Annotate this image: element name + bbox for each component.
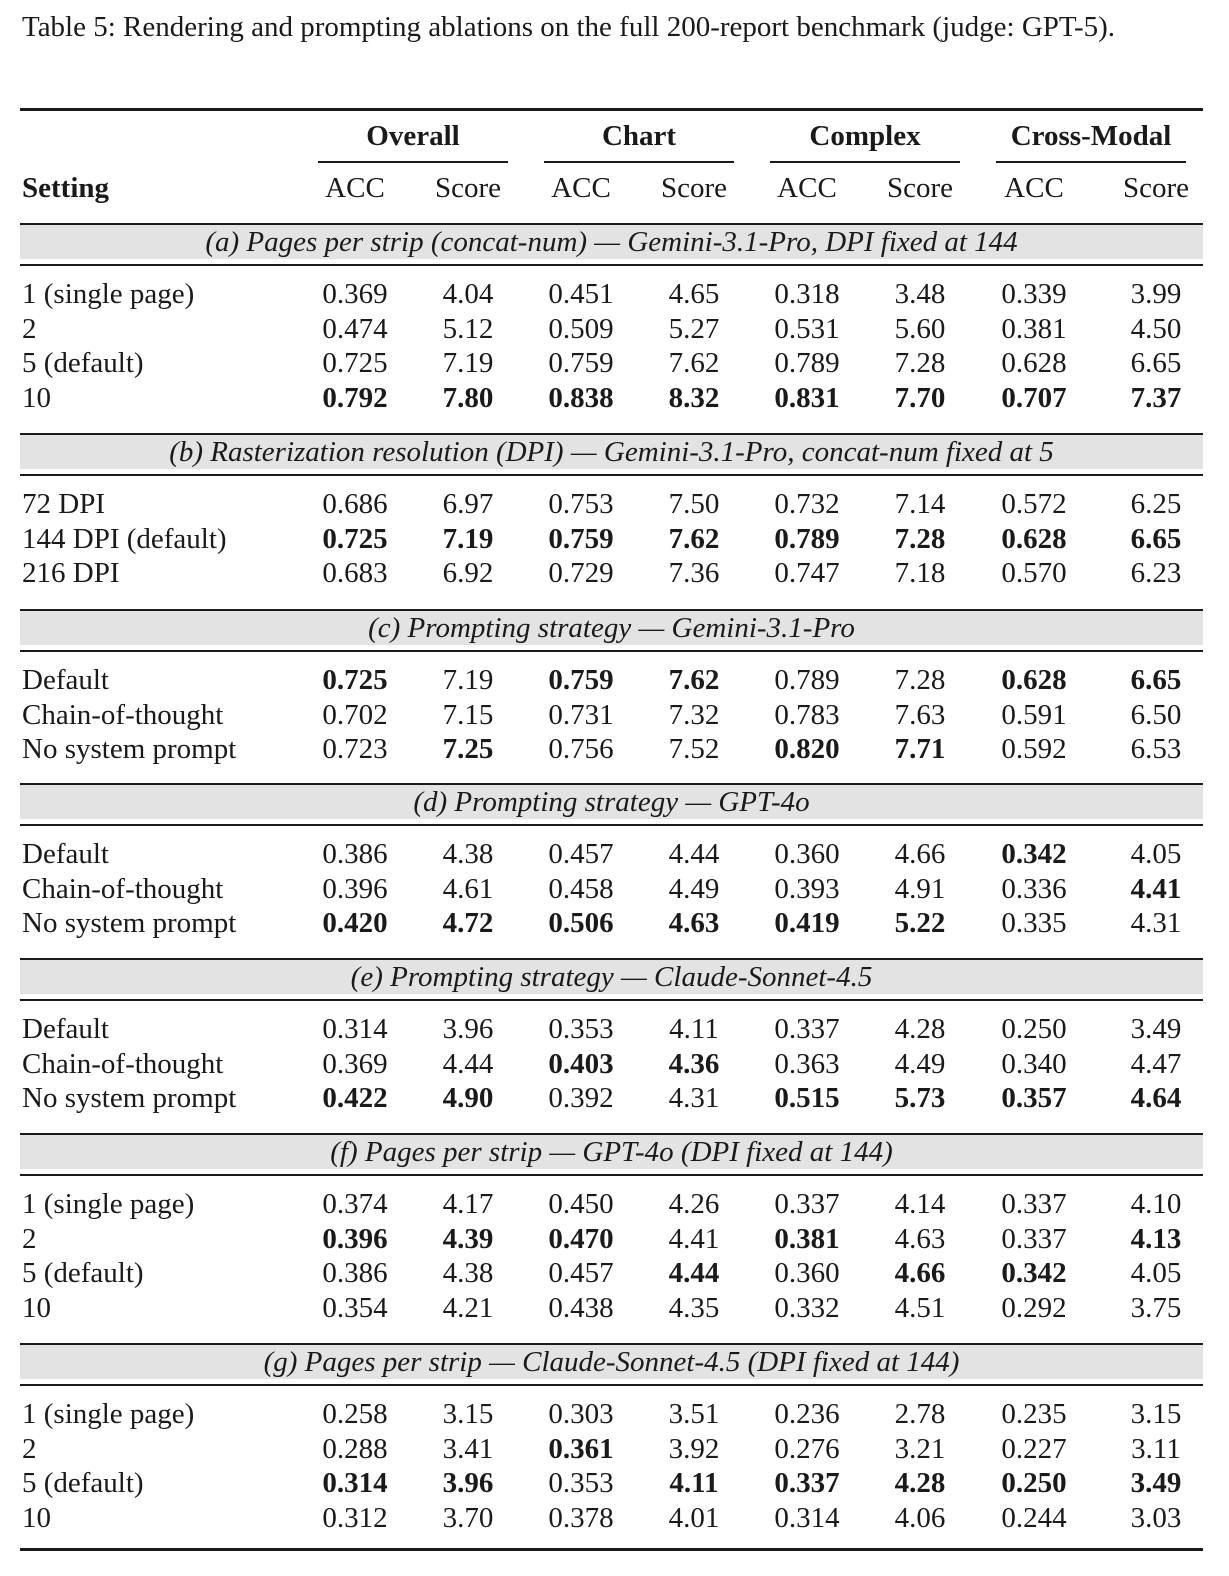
table-cell: 0.592: [1001, 733, 1067, 766]
table-cell: 0.457: [548, 838, 614, 870]
subheader-score: Score: [434, 172, 502, 204]
section-title: (d) Prompting strategy — GPT-4o: [20, 785, 1203, 819]
table-cell: 0.314: [774, 1502, 840, 1535]
table-cell: 7.70: [894, 382, 946, 415]
table-cell: 4.01: [668, 1502, 720, 1535]
table-cell: 0.628: [1001, 347, 1067, 380]
row-setting: Default: [22, 1013, 109, 1045]
table-cell: 4.36: [668, 1047, 720, 1080]
table-cell: 3.99: [1130, 278, 1182, 310]
table-cell: 7.63: [894, 698, 946, 731]
table-cell: 4.26: [668, 1188, 720, 1220]
row-setting: Chain-of-thought: [22, 1047, 224, 1080]
table-cell: 6.53: [1130, 733, 1182, 766]
table-caption: Table 5: Rendering and prompting ablations on the full 200-report benchmark (judge: GPT-5).: [22, 11, 1116, 43]
table-cell: 2.78: [894, 1398, 946, 1430]
table-cell: 0.369: [322, 1047, 388, 1080]
section-rule: [20, 474, 1203, 476]
table-cell: 4.64: [1130, 1082, 1182, 1115]
table-cell: 4.28: [894, 1467, 946, 1500]
table-cell: 7.62: [668, 347, 720, 380]
section-rule: [20, 999, 1203, 1001]
row-setting: No system prompt: [22, 907, 237, 940]
row-setting: 10: [22, 382, 51, 415]
table-cell: 4.61: [442, 872, 494, 905]
table-cell: 0.792: [322, 382, 388, 415]
table-cell: 0.357: [1001, 1082, 1067, 1115]
table-cell: 0.570: [1001, 557, 1067, 590]
table-cell: 5.27: [668, 312, 720, 345]
table-cell: 0.591: [1001, 698, 1067, 731]
table-cell: 4.11: [669, 1467, 719, 1500]
table-cell: 0.353: [548, 1467, 614, 1500]
table-row: [0, 1291, 1229, 1326]
table-cell: 6.23: [1130, 557, 1182, 590]
table-cell: 0.361: [548, 1432, 614, 1465]
table-cell: 0.509: [548, 312, 614, 345]
section-title: (f) Pages per strip — GPT-4o (DPI fixed at 144): [20, 1135, 1203, 1169]
table-row: [0, 698, 1229, 733]
table-cell: 5.12: [442, 312, 494, 345]
table-cell: 7.18: [894, 557, 946, 590]
table-cell: 0.354: [322, 1292, 388, 1325]
table-cell: 0.337: [774, 1467, 840, 1500]
table-cell: 0.759: [548, 664, 614, 696]
table-cell: 0.731: [548, 698, 614, 731]
table-cell: 0.747: [774, 557, 840, 590]
table-cell: 0.450: [548, 1188, 614, 1220]
table-cell: 0.729: [548, 557, 614, 590]
table-cell: 4.41: [668, 1222, 720, 1255]
table-cell: 0.386: [322, 838, 388, 870]
section-title: (c) Prompting strategy — Gemini-3.1-Pro: [20, 611, 1203, 645]
table-cell: 4.21: [442, 1292, 494, 1325]
table-cell: 0.363: [774, 1047, 840, 1080]
table-cell: 5.22: [894, 907, 946, 940]
table-row: [0, 1047, 1229, 1082]
row-setting: 10: [22, 1292, 51, 1325]
table-cell: 0.420: [322, 907, 388, 940]
table-cell: 0.403: [548, 1047, 614, 1080]
table-cell: 0.725: [322, 664, 388, 696]
table-cell: 0.628: [1001, 664, 1067, 696]
table-cell: 4.04: [442, 278, 494, 310]
table-cell: 7.15: [442, 698, 494, 731]
row-setting: 5 (default): [22, 1467, 144, 1500]
table-cell: 0.288: [322, 1432, 388, 1465]
table-cell: 3.96: [442, 1013, 494, 1045]
table-cell: 0.702: [322, 698, 388, 731]
row-setting: No system prompt: [22, 733, 237, 766]
table-cell: 0.628: [1001, 522, 1067, 555]
row-setting: 216 DPI: [22, 557, 120, 590]
table-cell: 0.458: [548, 872, 614, 905]
section-title: (a) Pages per strip (concat-num) — Gemini-3.1-Pro, DPI fixed at 144: [20, 225, 1203, 259]
section-rule: [20, 824, 1203, 826]
table-row: [0, 522, 1229, 557]
table-cell: 7.28: [894, 347, 946, 380]
table-cell: 0.336: [1001, 872, 1067, 905]
table-cell: 0.332: [774, 1292, 840, 1325]
table-cell: 4.14: [894, 1188, 946, 1220]
row-setting: 2: [22, 1222, 37, 1255]
row-setting: Default: [22, 664, 109, 696]
table-cell: 4.38: [442, 838, 494, 870]
section-rule: [20, 650, 1203, 652]
table-cell: 0.374: [322, 1188, 388, 1220]
table-cell: 3.96: [442, 1467, 494, 1500]
table-cell: 0.474: [322, 312, 388, 345]
table-cell: 3.15: [1130, 1398, 1182, 1430]
table-cell: 4.38: [442, 1257, 494, 1290]
row-setting: 2: [22, 312, 37, 345]
table-cell: 4.66: [894, 838, 946, 870]
table-cell: 0.725: [322, 347, 388, 380]
table-row: [0, 837, 1229, 872]
table-cell: 0.227: [1001, 1432, 1067, 1465]
table-row: [0, 277, 1229, 312]
table-cell: 0.318: [774, 278, 840, 310]
table-cell: 0.515: [774, 1082, 840, 1115]
table-cell: 0.759: [548, 522, 614, 555]
row-setting: 1 (single page): [22, 1398, 195, 1430]
table-cell: 0.396: [322, 872, 388, 905]
table-cell: 0.732: [774, 488, 840, 520]
row-setting: Default: [22, 838, 109, 870]
table-cell: 4.63: [894, 1222, 946, 1255]
table-cell: 0.235: [1001, 1398, 1067, 1430]
table-cell: 4.31: [1130, 907, 1182, 940]
group-rule-chart: [544, 161, 734, 163]
group-header-chart: Chart: [601, 120, 677, 152]
table-cell: 0.314: [322, 1013, 388, 1045]
table-cell: 6.65: [1130, 347, 1182, 380]
table-cell: 7.36: [668, 557, 720, 590]
table-cell: 0.396: [322, 1222, 388, 1255]
group-header-cross-modal: Cross-Modal: [1010, 120, 1172, 152]
table-row: [0, 1466, 1229, 1501]
table-cell: 3.15: [442, 1398, 494, 1430]
table-cell: 7.62: [668, 664, 720, 696]
setting-column-header: Setting: [22, 172, 109, 204]
table-row: [0, 1256, 1229, 1291]
table-row: [0, 1432, 1229, 1467]
table-cell: 3.51: [668, 1398, 720, 1430]
table-cell: 0.292: [1001, 1292, 1067, 1325]
row-setting: 5 (default): [22, 347, 144, 380]
table-row: [0, 1397, 1229, 1432]
row-setting: 1 (single page): [22, 278, 195, 310]
table-cell: 0.419: [774, 907, 840, 940]
row-setting: 2: [22, 1432, 37, 1465]
row-setting: 1 (single page): [22, 1188, 195, 1220]
table-cell: 4.49: [894, 1047, 946, 1080]
section-title: (b) Rasterization resolution (DPI) — Gemini-3.1-Pro, concat-num fixed at 5: [20, 435, 1203, 469]
row-setting: No system prompt: [22, 1082, 237, 1115]
table-cell: 0.369: [322, 278, 388, 310]
table-cell: 7.32: [668, 698, 720, 731]
table-cell: 8.32: [668, 382, 720, 415]
table-cell: 5.60: [894, 312, 946, 345]
section-rule: [20, 1384, 1203, 1386]
table-row: [0, 663, 1229, 698]
table-cell: 4.66: [894, 1257, 946, 1290]
table-cell: 0.337: [774, 1013, 840, 1045]
table-row: [0, 906, 1229, 941]
top-rule: [20, 108, 1203, 111]
table-cell: 4.65: [668, 278, 720, 310]
section-rule: [20, 264, 1203, 266]
table-cell: 0.236: [774, 1398, 840, 1430]
row-setting: 144 DPI (default): [22, 522, 227, 555]
table-cell: 0.360: [774, 838, 840, 870]
subheader-score: Score: [1122, 172, 1190, 204]
table-cell: 0.258: [322, 1398, 388, 1430]
table-cell: 0.838: [548, 382, 614, 415]
table-cell: 7.14: [894, 488, 946, 520]
table-cell: 0.342: [1001, 1257, 1067, 1290]
section-title: (e) Prompting strategy — Claude-Sonnet-4.5: [20, 960, 1203, 994]
subheader-acc: ACC: [551, 172, 611, 204]
table-cell: 0.378: [548, 1502, 614, 1535]
table-cell: 0.381: [774, 1222, 840, 1255]
table-cell: 0.340: [1001, 1047, 1067, 1080]
table-row: [0, 1012, 1229, 1047]
table-cell: 3.92: [668, 1432, 720, 1465]
table-cell: 0.244: [1001, 1502, 1067, 1535]
table-cell: 0.789: [774, 664, 840, 696]
table-cell: 0.783: [774, 698, 840, 731]
table-cell: 3.21: [894, 1432, 946, 1465]
row-setting: Chain-of-thought: [22, 698, 224, 731]
row-setting: 5 (default): [22, 1257, 144, 1290]
table-cell: 3.48: [894, 278, 946, 310]
table-cell: 4.31: [668, 1082, 720, 1115]
table-cell: 0.683: [322, 557, 388, 590]
table-cell: 4.05: [1130, 1257, 1182, 1290]
group-rule-cross-modal: [996, 161, 1186, 163]
table-cell: 0.422: [322, 1082, 388, 1115]
table-cell: 0.572: [1001, 488, 1067, 520]
table-cell: 0.276: [774, 1432, 840, 1465]
table-row: [0, 381, 1229, 416]
table-cell: 7.37: [1130, 382, 1182, 415]
table-cell: 0.337: [1001, 1222, 1067, 1255]
table-row: [0, 1222, 1229, 1257]
table-cell: 4.44: [668, 838, 720, 870]
table-cell: 4.44: [668, 1257, 720, 1290]
table-cell: 4.13: [1130, 1222, 1182, 1255]
table-cell: 0.250: [1001, 1467, 1067, 1500]
table-cell: 0.386: [322, 1257, 388, 1290]
table-cell: 0.470: [548, 1222, 614, 1255]
table-cell: 0.531: [774, 312, 840, 345]
table-cell: 0.337: [774, 1188, 840, 1220]
table-cell: 3.11: [1131, 1432, 1181, 1465]
table-cell: 3.75: [1130, 1292, 1182, 1325]
table-cell: 0.392: [548, 1082, 614, 1115]
group-header-overall: Overall: [366, 120, 460, 152]
table-row: [0, 312, 1229, 347]
table-row: [0, 556, 1229, 591]
group-header-complex: Complex: [809, 120, 921, 152]
table-cell: 3.49: [1130, 1013, 1182, 1045]
table-cell: 6.92: [442, 557, 494, 590]
table-cell: 0.725: [322, 522, 388, 555]
table-cell: 0.759: [548, 347, 614, 380]
table-cell: 6.50: [1130, 698, 1182, 731]
table-cell: 6.65: [1130, 522, 1182, 555]
table-cell: 0.707: [1001, 382, 1067, 415]
row-setting: Chain-of-thought: [22, 872, 224, 905]
table-cell: 4.06: [894, 1502, 946, 1535]
subheader-acc: ACC: [777, 172, 837, 204]
table-cell: 6.25: [1130, 488, 1182, 520]
table-row: [0, 346, 1229, 381]
table-cell: 7.19: [442, 522, 494, 555]
table-row: [0, 732, 1229, 767]
table-cell: 0.303: [548, 1398, 614, 1430]
table-cell: 0.451: [548, 278, 614, 310]
table-cell: 7.28: [894, 664, 946, 696]
table-cell: 0.393: [774, 872, 840, 905]
subheader-score: Score: [660, 172, 728, 204]
table-cell: 0.360: [774, 1257, 840, 1290]
table-cell: 0.789: [774, 522, 840, 555]
table-row: [0, 1187, 1229, 1222]
table-cell: 4.91: [894, 872, 946, 905]
subheader-acc: ACC: [1004, 172, 1064, 204]
subheader-acc: ACC: [325, 172, 385, 204]
table-cell: 4.10: [1130, 1188, 1182, 1220]
table-cell: 4.90: [442, 1082, 494, 1115]
bottom-rule: [20, 1548, 1203, 1551]
table-cell: 7.19: [442, 664, 494, 696]
table-cell: 0.438: [548, 1292, 614, 1325]
table-cell: 4.41: [1130, 872, 1182, 905]
table-cell: 0.250: [1001, 1013, 1067, 1045]
group-rule-complex: [770, 161, 960, 163]
table-cell: 6.97: [442, 488, 494, 520]
table-cell: 5.73: [894, 1082, 946, 1115]
table-cell: 4.17: [442, 1188, 494, 1220]
row-setting: 72 DPI: [22, 488, 105, 520]
table-cell: 0.312: [322, 1502, 388, 1535]
table-row: [0, 1501, 1229, 1536]
table-cell: 7.52: [668, 733, 720, 766]
table-cell: 0.686: [322, 488, 388, 520]
subheader-score: Score: [886, 172, 954, 204]
table-cell: 0.457: [548, 1257, 614, 1290]
table-cell: 0.337: [1001, 1188, 1067, 1220]
table-cell: 4.39: [442, 1222, 494, 1255]
table-cell: 0.342: [1001, 838, 1067, 870]
table-cell: 0.831: [774, 382, 840, 415]
row-setting: 10: [22, 1502, 51, 1535]
table-cell: 0.753: [548, 488, 614, 520]
table-cell: 4.72: [442, 907, 494, 940]
table-row: [0, 872, 1229, 907]
table-cell: 7.71: [894, 733, 946, 766]
table-cell: 3.03: [1130, 1502, 1182, 1535]
table-cell: 4.11: [669, 1013, 719, 1045]
table-row: [0, 1081, 1229, 1116]
table-cell: 4.50: [1130, 312, 1182, 345]
table-row: [0, 487, 1229, 522]
table-cell: 0.314: [322, 1467, 388, 1500]
table-cell: 3.41: [442, 1432, 494, 1465]
table-cell: 0.381: [1001, 312, 1067, 345]
table-cell: 7.50: [668, 488, 720, 520]
table-cell: 0.820: [774, 733, 840, 766]
table-cell: 6.65: [1130, 664, 1182, 696]
table-cell: 4.05: [1130, 838, 1182, 870]
table-cell: 0.506: [548, 907, 614, 940]
table-cell: 4.35: [668, 1292, 720, 1325]
table-cell: 7.80: [442, 382, 494, 415]
table-cell: 4.28: [894, 1013, 946, 1045]
table-cell: 7.62: [668, 522, 720, 555]
table-cell: 0.335: [1001, 907, 1067, 940]
table-cell: 0.353: [548, 1013, 614, 1045]
section-rule: [20, 1174, 1203, 1176]
table-cell: 4.51: [894, 1292, 946, 1325]
section-title: (g) Pages per strip — Claude-Sonnet-4.5 (DPI fixed at 144): [20, 1345, 1203, 1379]
table-cell: 0.723: [322, 733, 388, 766]
table-cell: 4.47: [1130, 1047, 1182, 1080]
group-rule-overall: [318, 161, 508, 163]
table-cell: 4.63: [668, 907, 720, 940]
table-cell: 3.70: [442, 1502, 494, 1535]
table-cell: 0.756: [548, 733, 614, 766]
table-cell: 7.28: [894, 522, 946, 555]
table-cell: 3.49: [1130, 1467, 1182, 1500]
table-cell: 7.19: [442, 347, 494, 380]
table-cell: 7.25: [442, 733, 494, 766]
table-cell: 4.44: [442, 1047, 494, 1080]
table-cell: 0.339: [1001, 278, 1067, 310]
table-cell: 0.789: [774, 347, 840, 380]
table-cell: 4.49: [668, 872, 720, 905]
